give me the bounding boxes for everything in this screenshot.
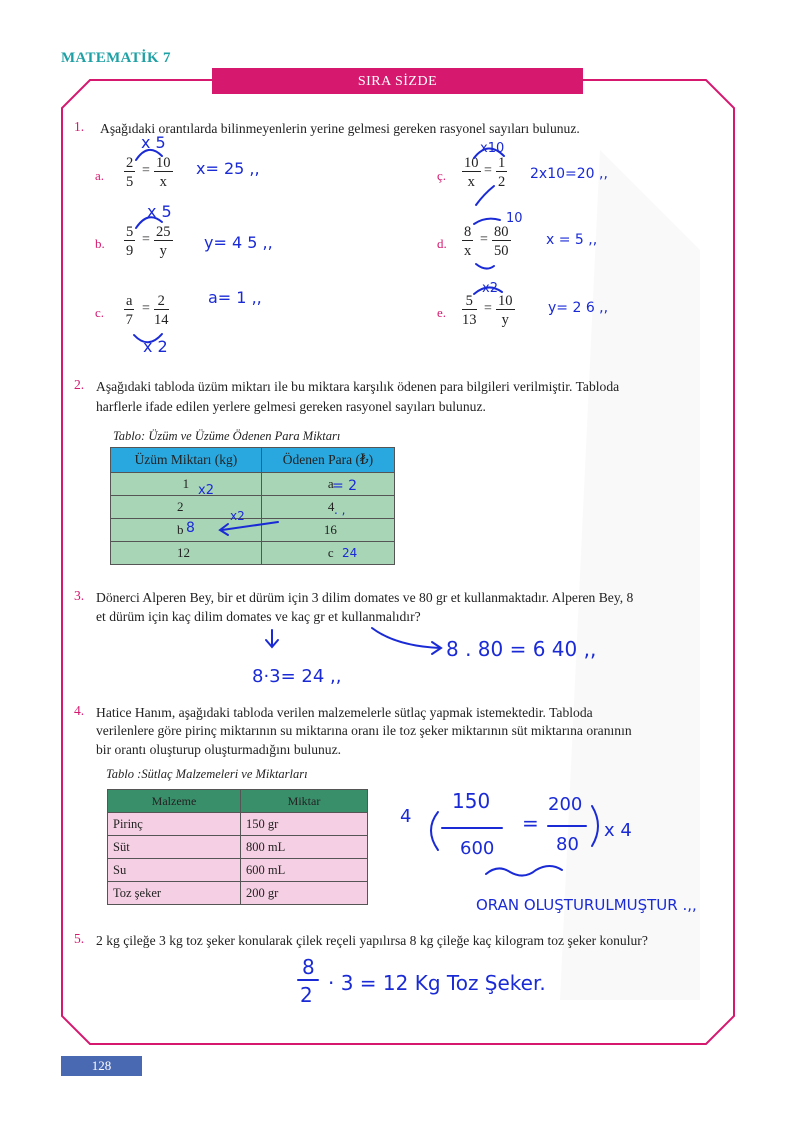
q1e-frac-left: $\frac{5}{13}$ bbox=[462, 293, 477, 328]
table-cell: c bbox=[261, 542, 394, 565]
hand-q4-right: x 4 bbox=[604, 820, 632, 841]
q1b-frac-right: $\frac{25}{y}$ bbox=[156, 224, 171, 259]
hand-q5-d: 2 bbox=[300, 983, 313, 1007]
equals: = bbox=[480, 232, 488, 247]
table-cell: Toz şeker bbox=[108, 882, 241, 905]
q4-line1: Hatice Hanım, aşağıdaki tabloda verilen malzemelerle sütlaç yapmak istemektedir. Tabloda bbox=[96, 705, 593, 720]
hand-note: x10 bbox=[480, 141, 505, 156]
col-header: Miktar bbox=[241, 790, 368, 813]
hand-q4-conclusion: ORAN OLUŞTURULMUŞTUR .,, bbox=[476, 896, 697, 914]
q4-number: 4. bbox=[74, 703, 85, 718]
table-cell: Su bbox=[108, 859, 241, 882]
hand-note: 10 bbox=[506, 211, 523, 226]
hand-q4-n2: 200 bbox=[548, 794, 583, 815]
q1-text: Aşağıdaki orantılarda bilinmeyenlerin yerine gelmesi gereken rasyonel sayıları bulunuz. bbox=[100, 121, 580, 136]
q5-number: 5. bbox=[74, 931, 85, 946]
q1d-label: d. bbox=[437, 236, 447, 251]
q1cc-frac-left: $\frac{10}{x}$ bbox=[464, 155, 479, 190]
q3-line1: Dönerci Alperen Bey, bir et dürüm için 3 dilim domates ve 80 gr et kullanmaktadır. Alperen Bey, 8 bbox=[96, 590, 634, 605]
q2-number: 2. bbox=[74, 377, 85, 392]
q1a-label: a. bbox=[95, 168, 105, 183]
hand-q2-c: 24 bbox=[342, 546, 358, 560]
q2-table-caption: Tablo: Üzüm ve Üzüme Ödenen Para Miktarı bbox=[113, 429, 341, 443]
equals: = bbox=[142, 163, 150, 178]
col-header: Ödenen Para (₺) bbox=[261, 448, 394, 473]
table-cell: 16 bbox=[261, 519, 394, 542]
table-cell: 600 mL bbox=[241, 859, 368, 882]
hand-note: x 5 bbox=[147, 202, 172, 221]
hand-q4-d1: 600 bbox=[460, 838, 495, 859]
hand-note: x2 bbox=[482, 281, 498, 296]
table-cell: 12 bbox=[111, 542, 262, 565]
q2-line2: harflerle ifade edilen yerlere gelmesi gereken rasyonel sayıları bulunuz. bbox=[96, 399, 486, 414]
q4-table-caption: Tablo :Sütlaç Malzemeleri ve Miktarları bbox=[106, 767, 308, 781]
table-cell: Pirinç bbox=[108, 813, 241, 836]
table-cell: b bbox=[111, 519, 262, 542]
hand-q5-rest: · 3 = 12 Kg Toz Şeker. bbox=[328, 971, 546, 995]
table-cell: 1 bbox=[111, 473, 262, 496]
book-title: MATEMATİK 7 bbox=[61, 50, 171, 66]
q2-line1: Aşağıdaki tabloda üzüm miktarı ile bu miktara karşılık ödenen para bilgileri verilmiştir. Tabloda bbox=[96, 379, 620, 394]
hand-q2-x2b: x2 bbox=[230, 509, 245, 523]
hand-q4-eq: = bbox=[522, 811, 539, 835]
hand-answer-1e: y= 2 6 ,, bbox=[548, 300, 609, 316]
q1c-frac-right: $\frac{2}{14}$ bbox=[154, 293, 169, 328]
q1cc-frac-right: $\frac{1}{2}$ bbox=[498, 155, 506, 190]
q1d-frac-left: $\frac{8}{x}$ bbox=[464, 224, 472, 259]
q1b-label: b. bbox=[95, 236, 105, 251]
page-number: 128 bbox=[61, 1056, 142, 1076]
table-cell: Süt bbox=[108, 836, 241, 859]
equals: = bbox=[142, 232, 150, 247]
hand-answer-1d: x = 5 ,, bbox=[546, 232, 598, 248]
q1b-frac-left: $\frac{5}{9}$ bbox=[126, 224, 134, 259]
hand-q3-answer1: 8 . 80 = 6 40 ,, bbox=[446, 637, 597, 661]
table-cell: 2 bbox=[111, 496, 262, 519]
hand-q2-dots: . , bbox=[334, 503, 346, 517]
equals: = bbox=[484, 301, 492, 316]
equals: = bbox=[484, 163, 492, 178]
q1e-label: e. bbox=[437, 305, 447, 320]
table-cell: 800 mL bbox=[241, 836, 368, 859]
hand-q2-a: = 2 bbox=[332, 478, 358, 494]
hand-q2-b: 8 bbox=[186, 520, 195, 536]
table-cell: 4 bbox=[261, 496, 394, 519]
q5-text: 2 kg çileğe 3 kg toz şeker konularak çilek reçeli yapılırsa 8 kg çileğe kaç kilogram toz şeker konulur? bbox=[96, 933, 648, 948]
q3-number: 3. bbox=[74, 588, 85, 603]
q1c-label: c. bbox=[95, 305, 105, 320]
q4-line3: bir orantı oluşturup oluşturmadığını bulunuz. bbox=[96, 742, 342, 757]
table-cell: 200 gr bbox=[241, 882, 368, 905]
q1a-frac-right: $\frac{10}{x}$ bbox=[156, 155, 171, 190]
col-header: Üzüm Miktarı (kg) bbox=[111, 448, 262, 473]
q4-line2: verilenlere göre pirinç miktarının su miktarına oranı ile toz şeker miktarının süt miktarına oranının bbox=[96, 723, 632, 738]
hand-answer-1b: y= 4 5 ,, bbox=[204, 233, 273, 252]
q1-number: 1. bbox=[74, 119, 85, 134]
hand-q4-d2: 80 bbox=[556, 834, 579, 855]
q1e-frac-right: $\frac{10}{y}$ bbox=[498, 293, 513, 328]
q1d-frac-right: $\frac{80}{50}$ bbox=[494, 224, 509, 259]
q1c-frac-left: $\frac{a}{7}$ bbox=[125, 293, 133, 328]
hand-q4-left: 4 bbox=[400, 806, 412, 827]
equals: = bbox=[142, 301, 150, 316]
table-cell: a bbox=[261, 473, 394, 496]
hand-answer-1cc: 2x10=20 ,, bbox=[530, 166, 608, 182]
hand-q5-n: 8 bbox=[302, 955, 315, 979]
hand-answer-1a: x= 25 ,, bbox=[196, 159, 260, 178]
hand-answer-1c: a= 1 ,, bbox=[208, 288, 262, 307]
q1cc-label: ç. bbox=[437, 168, 447, 183]
col-header: Malzeme bbox=[108, 790, 241, 813]
hand-q3-answer2: 8·3= 24 ,, bbox=[252, 666, 342, 687]
hand-q4-n1: 150 bbox=[452, 789, 491, 813]
hand-note: x 2 bbox=[143, 337, 168, 356]
table-cell: 150 gr bbox=[241, 813, 368, 836]
q1a-frac-left: $\frac{2}{5}$ bbox=[126, 155, 134, 190]
q3-line2: et dürüm için kaç dilim domates ve kaç gr et kullanmalıdır? bbox=[96, 609, 421, 624]
hand-q2-x2: x2 bbox=[198, 483, 214, 498]
hand-note: x 5 bbox=[141, 133, 166, 152]
section-banner: SIRA SİZDE bbox=[212, 68, 583, 94]
